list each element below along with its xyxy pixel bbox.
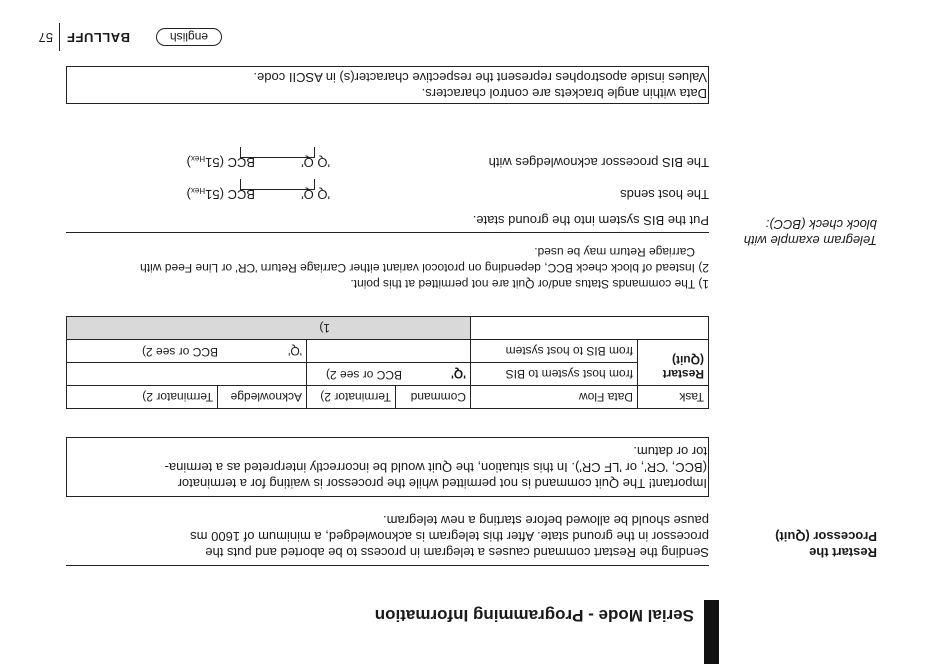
flow-cell-2: from BIS to host system: [471, 340, 638, 363]
ack-empty-cell: [67, 363, 307, 386]
footer-divider: [59, 23, 60, 51]
header-command: Command: [396, 386, 471, 409]
telegram-bcc-1: [187, 182, 255, 202]
telegram-bcc-value-2: BCC (51: [205, 155, 255, 170]
header-acknowledge: Acknowledge: [218, 386, 307, 409]
brand-logo: BALLUFF: [66, 30, 130, 45]
telegram-chars-2: 'Q Q': [301, 155, 330, 170]
note-cell: 1): [67, 317, 471, 340]
telegram-close-1: ): [186, 187, 191, 202]
telegram-bcc-2: [187, 150, 255, 170]
command-value: 'Q': [450, 367, 466, 381]
flow-cell-1: from host system to BIS: [471, 363, 638, 386]
table-note-row: [67, 317, 709, 340]
restart-text-1: Sending the Restart command causes a telegram in process to be aborted and puts the: [205, 545, 709, 560]
telegram-host-sends: The host sends: [620, 187, 709, 202]
header-terminator-2: Terminator 2): [67, 386, 218, 409]
language-tab: [156, 28, 222, 46]
telegram-hex-1: Hex: [190, 186, 206, 195]
table-row: [67, 363, 709, 386]
command-empty-cell: [307, 340, 471, 363]
ack-cell: [67, 340, 307, 363]
header-terminator: Terminator 2): [307, 386, 396, 409]
telegram-bcc-value-1: BCC (51: [205, 187, 255, 202]
telegram-intro: Put the BIS system into the ground state.: [472, 213, 709, 228]
language-tab-label: english: [169, 30, 209, 44]
restart-label-1: Restart the: [809, 545, 877, 560]
important-text-2: (BCC, 'CR', or 'LF CR'). In this situation, the Quit would be incorrectly interpreted as a termina-: [164, 460, 707, 475]
ascii-note-1: Data within angle brackets are control characters.: [421, 86, 707, 101]
ack-terminator: BCC or see 2): [141, 345, 218, 359]
command-terminator: BCC or see 2): [325, 368, 402, 382]
restart-label-2: Processor (Quit): [775, 529, 877, 544]
telegram-label-1: Telegram example with: [743, 233, 877, 248]
telegram-chars-1: 'Q Q': [301, 187, 330, 202]
task-label-quit: (Quit): [672, 353, 704, 367]
header-task: Task: [638, 386, 709, 409]
table-header-row: [67, 386, 709, 409]
header-data-flow: Data Flow: [471, 386, 638, 409]
important-text-3: tor or datum.: [633, 444, 707, 459]
restart-text-2: processor in the ground state. After this telegram is acknowledged, a minimum of 1600 ms: [190, 529, 709, 544]
restart-text-3: pause should be allowed before starting a new telegram.: [383, 513, 709, 528]
footnote-2-line-1: 2) Instead of block check BCC, depending on protocol variant either Carriage Return 'CR' or Line Feed with: [140, 261, 709, 275]
task-table: [66, 316, 709, 409]
command-cell: [307, 363, 471, 386]
telegram-divider: [66, 232, 709, 233]
ack-value: 'Q': [288, 344, 302, 358]
section-divider: [66, 565, 709, 566]
page-number: 57: [38, 30, 53, 45]
telegram-close-2: ): [186, 155, 191, 170]
telegram-hex-2: Hex: [190, 154, 206, 163]
telegram-label-2: block check (BCC):: [765, 217, 877, 232]
table-row: [67, 340, 709, 363]
task-label-restart: Restart: [662, 367, 704, 381]
footnote-1: 1) The commands Status and/or Quit are not permitted at this point.: [350, 277, 709, 291]
page-title: Serial Mode - Programming Information: [374, 606, 694, 625]
ascii-note-2: Values inside apostrophes represent the respective character(s) in ASCII code.: [253, 70, 707, 85]
task-cell: [638, 340, 709, 386]
telegram-processor-acks: The BIS processor acknowledges with: [488, 155, 709, 170]
title-bar: [704, 600, 719, 664]
footnote-2-line-2: Carriage Return may be used.: [534, 245, 695, 259]
note-empty-cell: [471, 317, 709, 340]
important-text-1: Important! The Quit command is not permitted while the processor is waiting for a terminator: [177, 476, 707, 491]
